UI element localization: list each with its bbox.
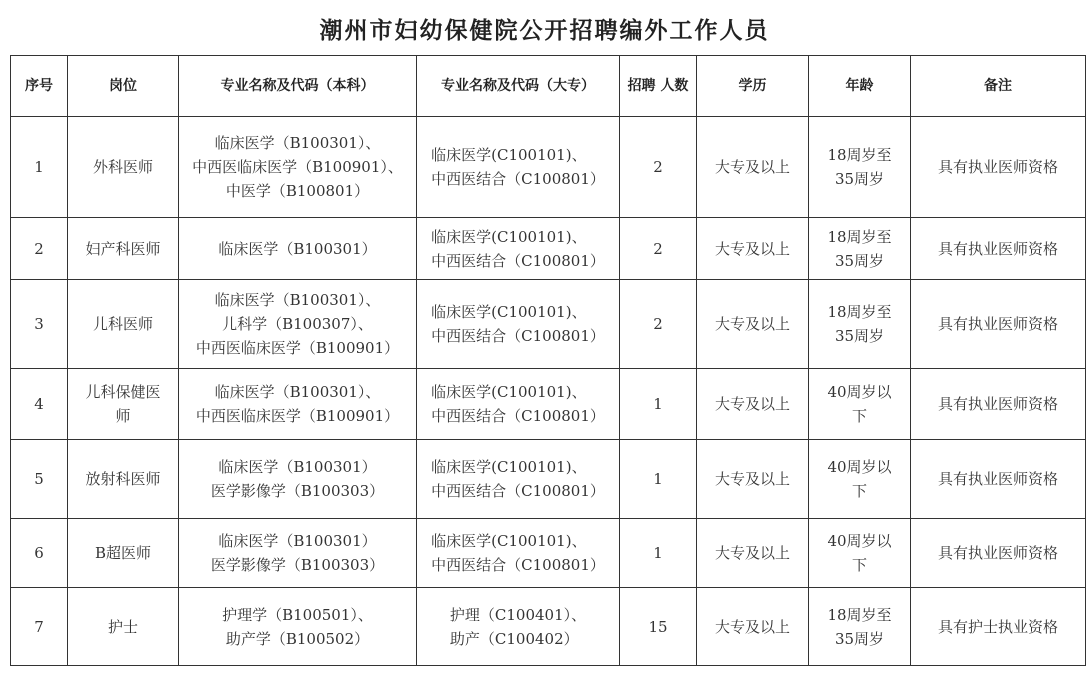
cell-seq: 1 bbox=[11, 117, 68, 218]
table-row bbox=[11, 519, 1086, 588]
cell-major-college bbox=[417, 519, 620, 588]
cell-major-bachelor-line: 儿科学（B100307）、 bbox=[222, 315, 373, 333]
cell-age-line: 18周岁至 bbox=[827, 303, 892, 321]
cell-major-college bbox=[417, 218, 620, 280]
cell-position bbox=[68, 218, 179, 280]
cell-major-bachelor-line: 医学影像学（B100303） bbox=[210, 556, 385, 574]
cell-position-line: 儿科保健医 bbox=[85, 383, 161, 401]
table-body bbox=[11, 117, 1086, 666]
cell-major-college-line: 临床医学(C100101)、 bbox=[431, 227, 587, 246]
cell-major-bachelor bbox=[179, 588, 417, 666]
cell-age-line: 下 bbox=[851, 556, 867, 574]
header-position: 岗位 bbox=[68, 56, 179, 117]
cell-education: 大专及以上 bbox=[697, 440, 809, 519]
cell-major-college-line: 临床医学(C100101)、 bbox=[431, 303, 587, 321]
cell-recruit-count: 1 bbox=[620, 440, 697, 519]
cell-remark: 具有护士执业资格 bbox=[911, 588, 1086, 666]
cell-major-bachelor bbox=[179, 519, 417, 588]
cell-position-lines bbox=[85, 380, 160, 428]
cell-position bbox=[68, 588, 179, 666]
cell-recruit-count: 15 bbox=[620, 588, 697, 666]
cell-position-line: 妇产科医师 bbox=[85, 239, 161, 258]
cell-education: 大专及以上 bbox=[697, 280, 809, 369]
cell-age-line: 40周岁以 bbox=[827, 532, 892, 550]
page-title: 潮州市妇幼保健院公开招聘编外工作人员 bbox=[319, 18, 770, 44]
cell-major-college-lines bbox=[431, 380, 605, 428]
cell-major-bachelor bbox=[179, 440, 417, 519]
cell-major-college-line: 临床医学(C100101)、 bbox=[431, 146, 587, 164]
header-seq: 序号 bbox=[11, 56, 68, 117]
header-education: 学历 bbox=[697, 56, 809, 117]
cell-major-college-line: 临床医学(C100101)、 bbox=[431, 532, 587, 550]
cell-major-bachelor-line: 中西医临床医学（B100901）、 bbox=[192, 158, 403, 176]
cell-age-line: 40周岁以 bbox=[827, 458, 892, 476]
cell-major-college bbox=[417, 369, 620, 440]
cell-age bbox=[809, 218, 911, 280]
cell-age bbox=[809, 369, 911, 440]
cell-major-college-line: 助产（C100402） bbox=[449, 629, 579, 648]
cell-recruit-count: 1 bbox=[620, 519, 697, 588]
cell-education: 大专及以上 bbox=[697, 588, 809, 666]
table-row bbox=[11, 117, 1086, 218]
cell-remark: 具有执业医师资格 bbox=[911, 218, 1086, 280]
cell-major-bachelor-line: 临床医学（B100301）、 bbox=[214, 291, 381, 309]
cell-position-line: 外科医师 bbox=[92, 158, 153, 176]
cell-major-college-line: 中西医结合（C100801） bbox=[431, 482, 605, 500]
cell-major-bachelor-line: 中医学（B100801） bbox=[225, 182, 370, 200]
cell-position-line: 儿科医师 bbox=[92, 315, 153, 333]
header-major-college: 专业名称及代码（大专） bbox=[417, 56, 620, 117]
cell-position-lines bbox=[85, 237, 160, 261]
recruitment-table bbox=[10, 55, 1086, 666]
cell-position-lines bbox=[85, 467, 160, 491]
cell-seq: 4 bbox=[11, 369, 68, 440]
cell-major-bachelor-lines bbox=[196, 288, 399, 360]
cell-age-lines bbox=[827, 225, 891, 273]
cell-major-bachelor-line: 临床医学（B100301） bbox=[218, 532, 377, 550]
cell-age-line: 35周岁 bbox=[834, 629, 885, 648]
cell-age-line: 18周岁至 bbox=[827, 146, 892, 164]
cell-age bbox=[809, 280, 911, 369]
cell-major-bachelor-line: 中西医临床医学（B100901） bbox=[195, 339, 400, 357]
table-row bbox=[11, 280, 1086, 369]
cell-major-bachelor-lines bbox=[211, 529, 384, 577]
cell-remark: 具有执业医师资格 bbox=[911, 519, 1086, 588]
cell-remark: 具有执业医师资格 bbox=[911, 117, 1086, 218]
cell-major-college-line: 中西医结合（C100801） bbox=[431, 556, 605, 574]
cell-seq: 3 bbox=[11, 280, 68, 369]
cell-age-line: 下 bbox=[851, 482, 867, 500]
cell-major-college-lines bbox=[450, 603, 586, 651]
cell-major-bachelor-line: 临床医学（B100301）、 bbox=[214, 383, 381, 401]
cell-major-bachelor-line: 临床医学（B100301）、 bbox=[214, 134, 381, 152]
cell-major-college-lines bbox=[431, 225, 605, 273]
cell-major-bachelor-line: 临床医学（B100301） bbox=[218, 458, 377, 476]
cell-age-line: 35周岁 bbox=[834, 251, 885, 270]
cell-age-line: 35周岁 bbox=[834, 327, 885, 345]
cell-position bbox=[68, 440, 179, 519]
cell-seq: 5 bbox=[11, 440, 68, 519]
cell-major-bachelor-lines bbox=[192, 131, 403, 203]
cell-major-bachelor-line: 护理学（B100501）、 bbox=[222, 605, 373, 624]
cell-age bbox=[809, 588, 911, 666]
cell-age-lines bbox=[827, 529, 891, 577]
cell-position-lines bbox=[108, 615, 138, 639]
cell-major-bachelor-lines bbox=[211, 455, 384, 503]
cell-recruit-count: 2 bbox=[620, 117, 697, 218]
cell-position-line: B超医师 bbox=[94, 544, 152, 562]
cell-major-college-line: 中西医结合（C100801） bbox=[431, 251, 605, 270]
cell-position bbox=[68, 280, 179, 369]
cell-major-college-lines bbox=[431, 529, 605, 577]
cell-major-bachelor bbox=[179, 280, 417, 369]
cell-major-bachelor-lines bbox=[196, 380, 399, 428]
cell-position-lines bbox=[95, 541, 151, 565]
cell-age-line: 18周岁至 bbox=[827, 605, 892, 624]
cell-recruit-count: 2 bbox=[620, 280, 697, 369]
table-row bbox=[11, 440, 1086, 519]
cell-age-line: 35周岁 bbox=[834, 170, 885, 188]
cell-major-college-line: 中西医结合（C100801） bbox=[431, 170, 605, 188]
header-age: 年龄 bbox=[809, 56, 911, 117]
cell-age-line: 18周岁至 bbox=[827, 227, 892, 246]
cell-major-college-lines bbox=[431, 455, 605, 503]
cell-major-college-lines bbox=[431, 300, 605, 348]
cell-position bbox=[68, 369, 179, 440]
header-major-bachelor: 专业名称及代码（本科） bbox=[179, 56, 417, 117]
cell-age-line: 下 bbox=[851, 407, 867, 425]
header-recruit-count-line1: 招聘 bbox=[627, 78, 656, 94]
cell-major-college bbox=[417, 588, 620, 666]
cell-position-line: 师 bbox=[115, 407, 131, 425]
cell-major-bachelor bbox=[179, 369, 417, 440]
table-row bbox=[11, 218, 1086, 280]
cell-major-college-line: 中西医结合（C100801） bbox=[431, 327, 605, 345]
header-recruit-count bbox=[620, 56, 697, 117]
cell-age bbox=[809, 519, 911, 588]
cell-major-bachelor-line: 医学影像学（B100303） bbox=[210, 482, 385, 500]
cell-major-bachelor bbox=[179, 117, 417, 218]
cell-age-lines bbox=[827, 455, 891, 503]
cell-major-bachelor-lines bbox=[222, 603, 373, 651]
cell-age bbox=[809, 440, 911, 519]
cell-age-lines bbox=[827, 603, 891, 651]
cell-major-bachelor-lines bbox=[218, 237, 376, 261]
header-remark: 备注 bbox=[911, 56, 1086, 117]
cell-position bbox=[68, 117, 179, 218]
cell-major-college-line: 临床医学(C100101)、 bbox=[431, 383, 587, 401]
cell-major-bachelor-line: 助产学（B100502） bbox=[225, 629, 370, 648]
cell-education: 大专及以上 bbox=[697, 369, 809, 440]
cell-major-college-lines bbox=[431, 143, 605, 191]
cell-major-college bbox=[417, 280, 620, 369]
cell-education: 大专及以上 bbox=[697, 117, 809, 218]
table-row bbox=[11, 588, 1086, 666]
cell-recruit-count: 2 bbox=[620, 218, 697, 280]
cell-major-bachelor-line: 临床医学（B100301） bbox=[218, 239, 377, 258]
cell-age-lines bbox=[827, 143, 891, 191]
cell-position-line: 放射科医师 bbox=[85, 470, 161, 488]
cell-major-bachelor bbox=[179, 218, 417, 280]
cell-seq: 2 bbox=[11, 218, 68, 280]
cell-recruit-count: 1 bbox=[620, 369, 697, 440]
cell-age bbox=[809, 117, 911, 218]
header-row bbox=[11, 56, 1086, 117]
cell-major-college-line: 中西医结合（C100801） bbox=[431, 407, 605, 425]
cell-position-lines bbox=[93, 155, 153, 179]
cell-position bbox=[68, 519, 179, 588]
cell-position-line: 护士 bbox=[107, 617, 138, 636]
cell-major-college bbox=[417, 440, 620, 519]
cell-education: 大专及以上 bbox=[697, 218, 809, 280]
cell-major-college-line: 临床医学(C100101)、 bbox=[431, 458, 587, 476]
cell-position-lines bbox=[93, 312, 153, 336]
cell-remark: 具有执业医师资格 bbox=[911, 440, 1086, 519]
cell-seq: 6 bbox=[11, 519, 68, 588]
cell-major-college-line: 护理（C100401）、 bbox=[449, 605, 587, 624]
cell-age-lines bbox=[827, 380, 891, 428]
cell-age-lines bbox=[827, 300, 891, 348]
cell-education: 大专及以上 bbox=[697, 519, 809, 588]
header-recruit-count-line2: 人数 bbox=[660, 78, 689, 94]
cell-remark: 具有执业医师资格 bbox=[911, 280, 1086, 369]
cell-seq: 7 bbox=[11, 588, 68, 666]
cell-age-line: 40周岁以 bbox=[827, 383, 892, 401]
cell-remark: 具有执业医师资格 bbox=[911, 369, 1086, 440]
table-row bbox=[11, 369, 1086, 440]
cell-major-bachelor-line: 中西医临床医学（B100901） bbox=[195, 407, 400, 425]
cell-major-college bbox=[417, 117, 620, 218]
